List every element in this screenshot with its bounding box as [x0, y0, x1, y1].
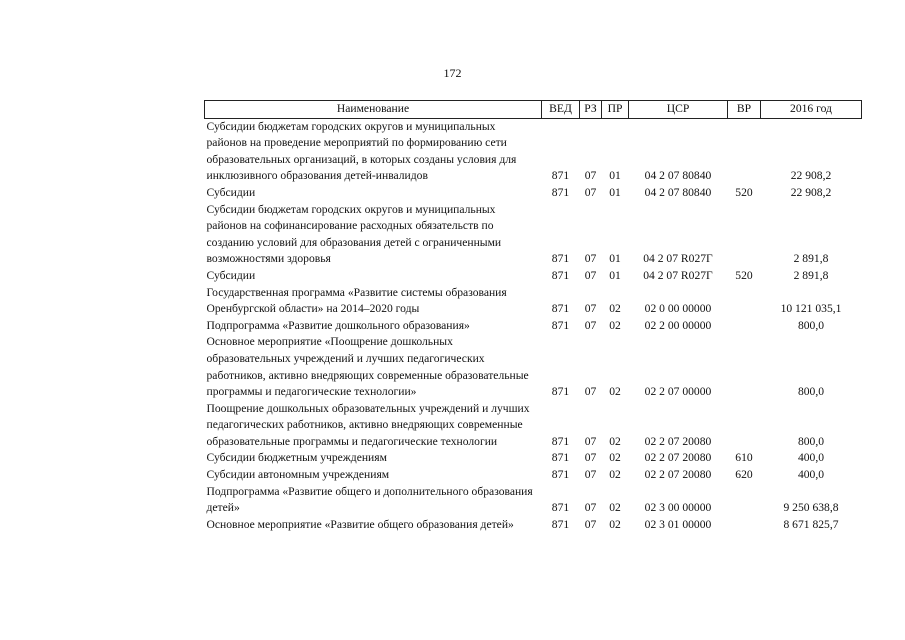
- row-amount: 400,0: [797, 468, 825, 482]
- row-csr: 04 2 07 80840: [644, 185, 712, 199]
- row-pr: 02: [609, 385, 621, 399]
- row-pr: 02: [609, 434, 621, 448]
- row-vr: [728, 484, 761, 517]
- header-vr: ВР: [728, 101, 761, 119]
- row-ved: 871: [551, 517, 570, 531]
- row-vr: 520: [735, 268, 753, 282]
- row-pr: 02: [609, 468, 621, 482]
- row-vr: [728, 517, 761, 534]
- row-ved: 871: [551, 169, 570, 183]
- row-ved: 871: [551, 451, 570, 465]
- row-ved: 871: [551, 434, 570, 448]
- row-pr: 02: [609, 451, 621, 465]
- row-csr: 04 2 07 R027Г: [643, 268, 713, 282]
- row-amount: 800,0: [797, 434, 825, 448]
- row-name: Субсидии бюджетным учреждениям: [206, 451, 387, 465]
- table-row: [205, 285, 862, 318]
- row-vr: [728, 334, 761, 400]
- row-amount: 400,0: [797, 451, 825, 465]
- row-rz: 07: [584, 268, 597, 282]
- row-vr: [728, 318, 761, 335]
- row-rz: 07: [584, 468, 597, 482]
- table-row: [205, 185, 862, 202]
- row-rz: 07: [584, 318, 597, 332]
- row-vr: [728, 401, 761, 451]
- row-ved: 871: [551, 385, 570, 399]
- row-rz: 07: [584, 302, 597, 316]
- row-rz: 07: [584, 451, 597, 465]
- row-name: Субсидии бюджетам городских округов и муниципальных районов на проведение мероприятий по формированию сети образовательных организаций, в которых созданы условия для инклюзивного образования детей-инвалидов: [206, 119, 517, 183]
- row-ved: 871: [551, 302, 570, 316]
- row-ved: 871: [551, 185, 570, 199]
- table-header-row: [205, 101, 862, 119]
- header-pr: ПР: [602, 101, 629, 119]
- row-amount: 10 121 035,1: [780, 302, 842, 316]
- row-amount: 8 671 825,7: [783, 517, 839, 531]
- row-csr: 02 2 07 20080: [644, 434, 712, 448]
- row-name: Подпрограмма «Развитие дошкольного образования»: [206, 318, 470, 332]
- table-row: [205, 467, 862, 484]
- row-rz: 07: [584, 385, 597, 399]
- row-rz: 07: [584, 169, 597, 183]
- table-row: [205, 450, 862, 467]
- row-vr: [728, 285, 761, 318]
- row-name: Подпрограмма «Развитие общего и дополнительного образования детей»: [206, 484, 533, 515]
- row-rz: 07: [584, 501, 597, 515]
- row-name: Основное мероприятие «Развитие общего образования детей»: [206, 517, 514, 531]
- row-pr: 02: [609, 501, 621, 515]
- table-row: [205, 517, 862, 534]
- row-name: Субсидии автономным учреждениям: [206, 468, 390, 482]
- row-vr: [728, 202, 761, 268]
- row-pr: 01: [609, 185, 621, 199]
- row-rz: 07: [584, 517, 597, 531]
- row-csr: 04 2 07 R027Г: [643, 252, 713, 266]
- table-row: [205, 268, 862, 285]
- header-ved: ВЕД: [542, 101, 580, 119]
- row-csr: 02 3 01 00000: [644, 517, 712, 531]
- row-vr: 520: [735, 185, 753, 199]
- row-csr: 02 0 00 00000: [644, 302, 712, 316]
- row-name: Субсидии: [206, 268, 256, 282]
- header-name: Наименование: [205, 101, 542, 119]
- row-csr: 04 2 07 80840: [644, 169, 712, 183]
- row-ved: 871: [551, 252, 570, 266]
- row-rz: 07: [584, 185, 597, 199]
- budget-table: [204, 100, 862, 533]
- row-ved: 871: [551, 468, 570, 482]
- row-name: Субсидии: [206, 185, 256, 199]
- row-csr: 02 2 07 20080: [644, 451, 712, 465]
- row-vr: 610: [735, 451, 753, 465]
- table-row: [205, 118, 862, 185]
- table-row: [205, 484, 862, 517]
- row-name: Основное мероприятие «Поощрение дошкольных образовательных учреждений и лучших педагогических работников, активно внедряющих современные образовательные программы и педагогические технологии»: [206, 335, 529, 399]
- row-rz: 07: [584, 252, 597, 266]
- table-row: [205, 334, 862, 400]
- row-amount: 2 891,8: [793, 268, 829, 282]
- row-vr: 620: [735, 468, 753, 482]
- row-rz: 07: [584, 434, 597, 448]
- page-number: 172: [443, 66, 462, 80]
- header-year: 2016 год: [761, 101, 862, 119]
- row-amount: 800,0: [797, 318, 825, 332]
- table-row: [205, 202, 862, 268]
- row-amount: 800,0: [797, 385, 825, 399]
- row-pr: 02: [609, 318, 621, 332]
- table-body: [205, 118, 862, 533]
- header-csr: ЦСР: [629, 101, 728, 119]
- row-csr: 02 3 00 00000: [644, 501, 712, 515]
- row-pr: 01: [609, 169, 621, 183]
- row-name: Поощрение дошкольных образовательных учреждений и лучших педагогических работников, активно внедряющих современные образовательные программы и педагогические технологии: [206, 401, 530, 448]
- row-amount: 22 908,2: [790, 169, 832, 183]
- row-name: Субсидии бюджетам городских округов и муниципальных районов на софинансирование расходных обязательств по созданию условий для образования детей с ограниченными возможностями здоровья: [206, 202, 502, 266]
- row-amount: 22 908,2: [790, 185, 832, 199]
- row-vr: [728, 118, 761, 185]
- table-row: [205, 318, 862, 335]
- row-csr: 02 2 07 20080: [644, 468, 712, 482]
- row-csr: 02 2 00 00000: [644, 318, 712, 332]
- row-csr: 02 2 07 00000: [644, 385, 712, 399]
- row-pr: 02: [609, 302, 621, 316]
- row-ved: 871: [551, 318, 570, 332]
- row-pr: 01: [609, 252, 621, 266]
- row-ved: 871: [551, 268, 570, 282]
- header-rz: РЗ: [580, 101, 602, 119]
- table-row: [205, 401, 862, 451]
- row-pr: 01: [609, 268, 621, 282]
- row-ved: 871: [551, 501, 570, 515]
- row-name: Государственная программа «Развитие системы образования Оренбургской области» на 2014–2020 годы: [206, 285, 507, 316]
- row-pr: 02: [609, 517, 621, 531]
- row-amount: 9 250 638,8: [783, 501, 839, 515]
- row-amount: 2 891,8: [793, 252, 829, 266]
